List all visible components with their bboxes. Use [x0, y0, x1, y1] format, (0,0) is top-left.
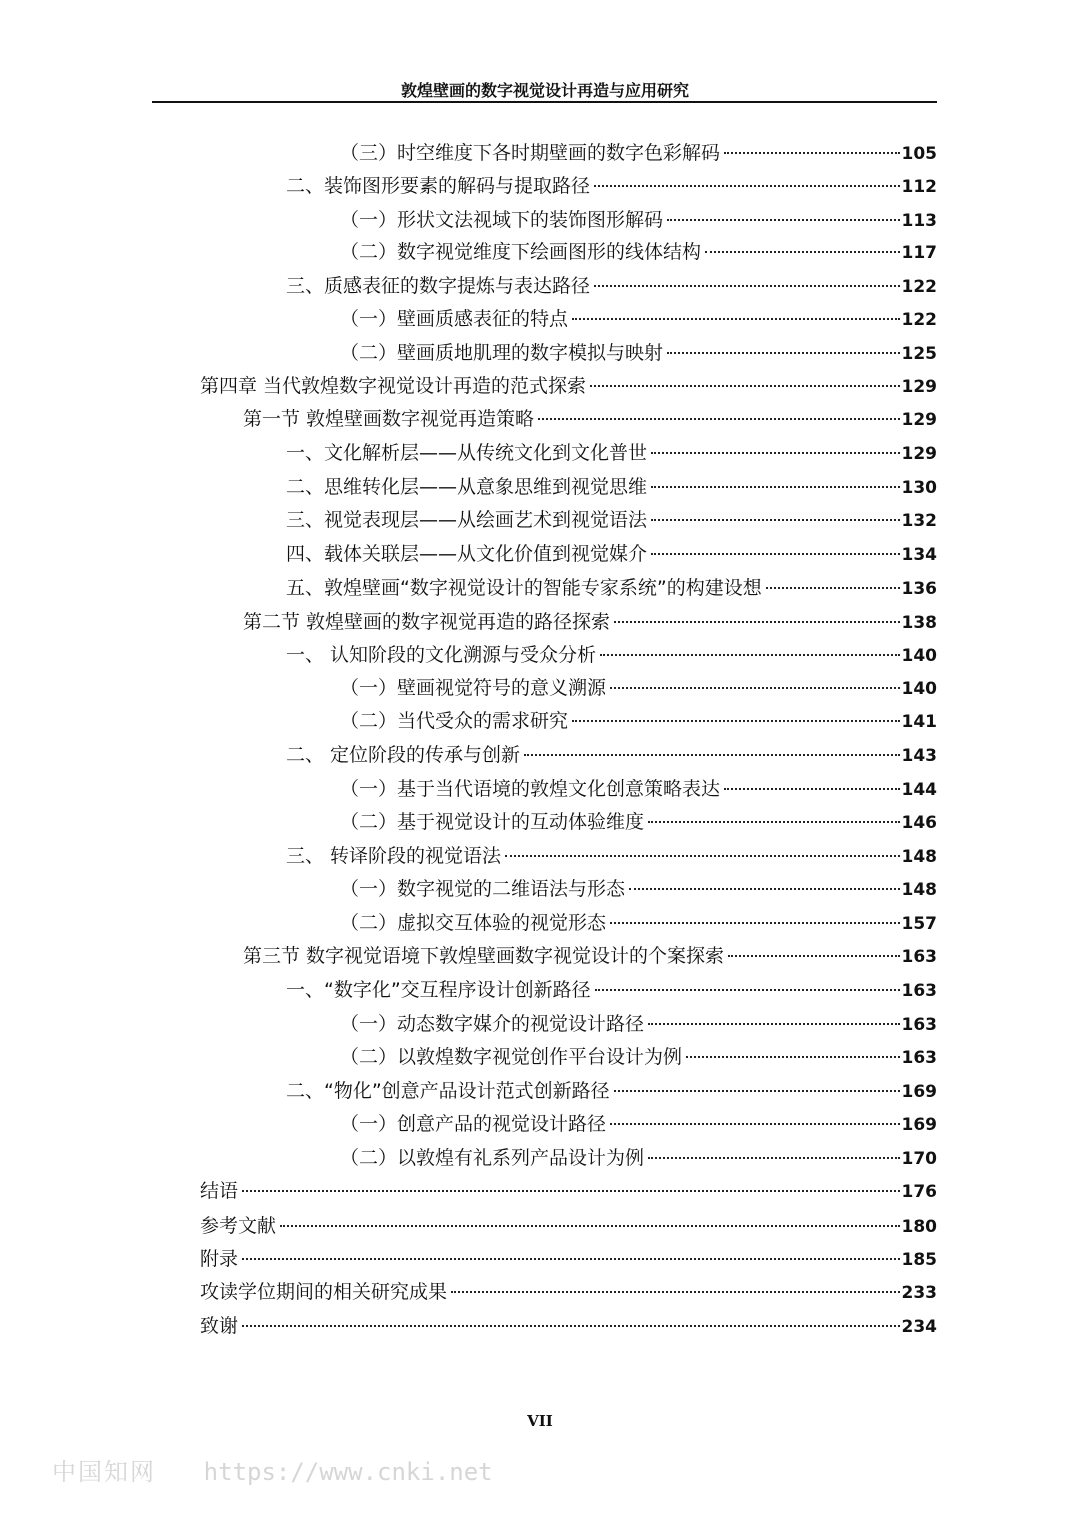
- toc-entry-title: （一）壁画视觉符号的意义溯源: [340, 677, 607, 699]
- toc-leader-dots: [766, 587, 900, 589]
- watermark-name: 中国知网: [52, 1458, 156, 1486]
- toc-entry-title: 第一节 敦煌壁画数字视觉再造策略: [243, 408, 535, 430]
- toc-entry-page: 146: [901, 813, 937, 833]
- toc-entry-page: 143: [901, 746, 937, 766]
- toc-entry-title: 第四章 当代敦煌数字视觉设计再造的范式探索: [200, 375, 587, 397]
- toc-leader-dots: [667, 352, 899, 354]
- toc-entry-page: 163: [901, 981, 937, 1001]
- toc-entry[interactable]: [340, 671, 937, 705]
- toc-entry-title: 第二节 敦煌壁画的数字视觉再造的路径探索: [243, 611, 611, 633]
- toc-leader-dots: [651, 452, 899, 454]
- toc-entry-page: 129: [901, 377, 937, 397]
- toc-entry[interactable]: [286, 503, 937, 537]
- toc-entry-page: 170: [901, 1149, 937, 1169]
- toc-leader-dots: [524, 754, 899, 756]
- toc-entry[interactable]: [286, 537, 937, 571]
- toc-entry-title: （二）以敦煌数字视觉创作平台设计为例: [340, 1046, 683, 1068]
- toc-entry[interactable]: [340, 805, 937, 839]
- toc-entry-page: 140: [901, 679, 937, 699]
- toc-entry-page: 176: [901, 1182, 937, 1202]
- toc-entry-title: 攻读学位期间的相关研究成果: [200, 1281, 448, 1303]
- toc-entry-title: （一）壁画质感表征的特点: [340, 308, 569, 330]
- toc-entry-page: 141: [901, 712, 937, 732]
- toc-leader-dots: [724, 152, 899, 154]
- toc-entry[interactable]: [340, 772, 937, 806]
- toc-entry-title: （二）基于视觉设计的互动体验维度: [340, 811, 645, 833]
- toc-entry-page: 163: [901, 947, 937, 967]
- toc-entry-title: 结语: [200, 1180, 239, 1202]
- toc-entry[interactable]: [340, 136, 937, 170]
- toc-entry-page: 144: [901, 780, 937, 800]
- toc-entry-title: （一）形状文法视域下的装饰图形解码: [340, 209, 664, 231]
- toc-entry[interactable]: [286, 169, 937, 203]
- toc-entry[interactable]: [340, 302, 937, 336]
- toc-entry-page: 185: [901, 1250, 937, 1270]
- toc-entry[interactable]: [340, 203, 937, 237]
- toc-entry[interactable]: [340, 1107, 937, 1141]
- toc-entry-title: （二）当代受众的需求研究: [340, 710, 569, 732]
- toc-leader-dots: [651, 553, 899, 555]
- toc-leader-dots: [538, 418, 899, 420]
- toc-entry-page: 157: [901, 914, 937, 934]
- toc-entry[interactable]: [286, 638, 937, 672]
- toc-entry[interactable]: [243, 939, 937, 973]
- toc-entry[interactable]: [200, 1309, 937, 1343]
- toc-entry-title: （二）壁画质地肌理的数字模拟与映射: [340, 342, 664, 364]
- toc-entry-page: 180: [901, 1217, 937, 1237]
- toc-entry[interactable]: [243, 402, 937, 436]
- toc-entry[interactable]: [286, 973, 937, 1007]
- toc-entry-title: 三、质感表征的数字提炼与表达路径: [286, 275, 591, 297]
- toc-leader-dots: [610, 687, 899, 689]
- toc-leader-dots: [280, 1225, 899, 1227]
- toc-entry-page: 125: [901, 344, 937, 364]
- toc-leader-dots: [572, 720, 899, 722]
- toc-entry-page: 148: [901, 847, 937, 867]
- toc-entry-title: 二、装饰图形要素的解码与提取路径: [286, 175, 591, 197]
- toc-leader-dots: [648, 1023, 899, 1025]
- toc-leader-dots: [724, 788, 899, 790]
- toc-entry-title: 一、文化解析层——从传统文化到文化普世: [286, 442, 648, 464]
- toc-entry-page: 129: [901, 444, 937, 464]
- toc-entry-title: 一、 认知阶段的文化溯源与受众分析: [286, 644, 597, 666]
- toc-leader-dots: [600, 654, 899, 656]
- toc-entry-title: 三、 转译阶段的视觉语法: [286, 845, 502, 867]
- toc-entry-page: 234: [901, 1317, 937, 1337]
- toc-leader-dots: [728, 955, 899, 957]
- toc-entry-page: 163: [901, 1015, 937, 1035]
- toc-entry[interactable]: [200, 1275, 937, 1309]
- toc-entry[interactable]: [200, 1174, 937, 1208]
- toc-entry-title: 致谢: [200, 1315, 239, 1337]
- toc-leader-dots: [667, 219, 899, 221]
- toc-entry[interactable]: [200, 369, 937, 403]
- toc-entry[interactable]: [340, 1007, 937, 1041]
- toc-entry[interactable]: [286, 269, 937, 303]
- toc-entry-page: 117: [901, 243, 937, 263]
- toc-entry-title: 附录: [200, 1248, 239, 1270]
- toc-leader-dots: [610, 1123, 899, 1125]
- watermark: [52, 1452, 493, 1487]
- toc-entry-page: 134: [901, 545, 937, 565]
- toc-leader-dots: [614, 621, 899, 623]
- toc-entry-title: 四、载体关联层——从文化价值到视觉媒介: [286, 543, 648, 565]
- toc-entry-title: 三、视觉表现层——从绘画艺术到视觉语法: [286, 509, 648, 531]
- toc-leader-dots: [572, 318, 899, 320]
- toc-entry-title: 五、敦煌壁画“数字视觉设计的智能专家系统”的构建设想: [286, 577, 762, 599]
- page-number: VII: [527, 1412, 553, 1430]
- toc-leader-dots: [242, 1258, 899, 1260]
- toc-entry-title: 二、 定位阶段的传承与创新: [286, 744, 521, 766]
- toc-leader-dots: [648, 1157, 899, 1159]
- toc-entry-page: 136: [901, 579, 937, 599]
- toc-entry-title: 参考文献: [200, 1215, 277, 1237]
- header-rule: [152, 101, 937, 103]
- header-title: 敦煌壁画的数字视觉设计再造与应用研究: [400, 81, 689, 100]
- toc-leader-dots: [651, 519, 899, 521]
- toc-leader-dots: [590, 385, 899, 387]
- toc-entry[interactable]: [286, 839, 937, 873]
- toc-entry[interactable]: [200, 1242, 937, 1276]
- toc-leader-dots: [610, 922, 899, 924]
- toc-leader-dots: [686, 1056, 899, 1058]
- toc-entry[interactable]: [286, 571, 937, 605]
- toc-leader-dots: [705, 251, 899, 253]
- toc-leader-dots: [594, 185, 899, 187]
- toc-entry-title: 一、“数字化”交互程序设计创新路径: [286, 979, 591, 1001]
- toc-entry-title: （三）时空维度下各时期壁画的数字色彩解码: [340, 142, 721, 164]
- toc-leader-dots: [595, 989, 900, 991]
- toc-entry-page: 163: [901, 1048, 937, 1068]
- toc-entry-page: 138: [901, 613, 937, 633]
- toc-entry[interactable]: [340, 1040, 937, 1074]
- toc-entry[interactable]: [286, 738, 937, 772]
- toc-entry[interactable]: [340, 235, 937, 269]
- toc-entry-page: 113: [901, 211, 937, 231]
- toc-leader-dots: [614, 1090, 900, 1092]
- toc-entry[interactable]: [243, 605, 937, 639]
- toc-entry[interactable]: [286, 436, 937, 470]
- toc-leader-dots: [242, 1325, 899, 1327]
- toc-entry-page: 148: [901, 880, 937, 900]
- toc-entry-page: 233: [901, 1283, 937, 1303]
- toc-leader-dots: [651, 486, 899, 488]
- toc-entry-title: （二）数字视觉维度下绘画图形的线体结构: [340, 241, 702, 263]
- toc-entry-page: 132: [901, 511, 937, 531]
- toc-entry-title: （一）数字视觉的二维语法与形态: [340, 878, 626, 900]
- toc-entry-page: 122: [901, 310, 937, 330]
- toc-entry[interactable]: [340, 1141, 937, 1175]
- toc-leader-dots: [648, 821, 899, 823]
- toc-entry-page: 169: [901, 1115, 937, 1135]
- toc-entry-title: （一）动态数字媒介的视觉设计路径: [340, 1013, 645, 1035]
- toc-entry-title: （一）基于当代语境的敦煌文化创意策略表达: [340, 778, 721, 800]
- toc-entry-page: 122: [901, 277, 937, 297]
- toc-leader-dots: [505, 855, 899, 857]
- toc-entry-page: 140: [901, 646, 937, 666]
- toc-entry-title: （一）创意产品的视觉设计路径: [340, 1113, 607, 1135]
- toc-entry-title: （二）虚拟交互体验的视觉形态: [340, 912, 607, 934]
- toc-entry-title: （二）以敦煌有礼系列产品设计为例: [340, 1147, 645, 1169]
- toc-leader-dots: [451, 1291, 899, 1293]
- toc-entry-page: 112: [901, 177, 937, 197]
- toc-entry-title: 二、“物化”创意产品设计范式创新路径: [286, 1080, 610, 1102]
- toc-entry-page: 130: [901, 478, 937, 498]
- toc-entry-title: 第三节 数字视觉语境下敦煌壁画数字视觉设计的个案探索: [243, 945, 725, 967]
- toc-entry[interactable]: [340, 336, 937, 370]
- toc-entry[interactable]: [340, 704, 937, 738]
- toc-entry-page: 129: [901, 410, 937, 430]
- toc-entry[interactable]: [340, 872, 937, 906]
- toc-leader-dots: [629, 888, 899, 890]
- toc-entry[interactable]: [200, 1209, 937, 1243]
- toc-entry-page: 169: [901, 1082, 937, 1102]
- toc-entry-page: 105: [901, 144, 937, 164]
- toc-entry-title: 二、思维转化层——从意象思维到视觉思维: [286, 476, 648, 498]
- toc-leader-dots: [594, 285, 899, 287]
- watermark-url: https://www.cnki.net: [203, 1458, 493, 1486]
- toc-leader-dots: [242, 1190, 899, 1192]
- toc-entry[interactable]: [286, 1074, 937, 1108]
- toc-entry[interactable]: [286, 470, 937, 504]
- toc-entry[interactable]: [340, 906, 937, 940]
